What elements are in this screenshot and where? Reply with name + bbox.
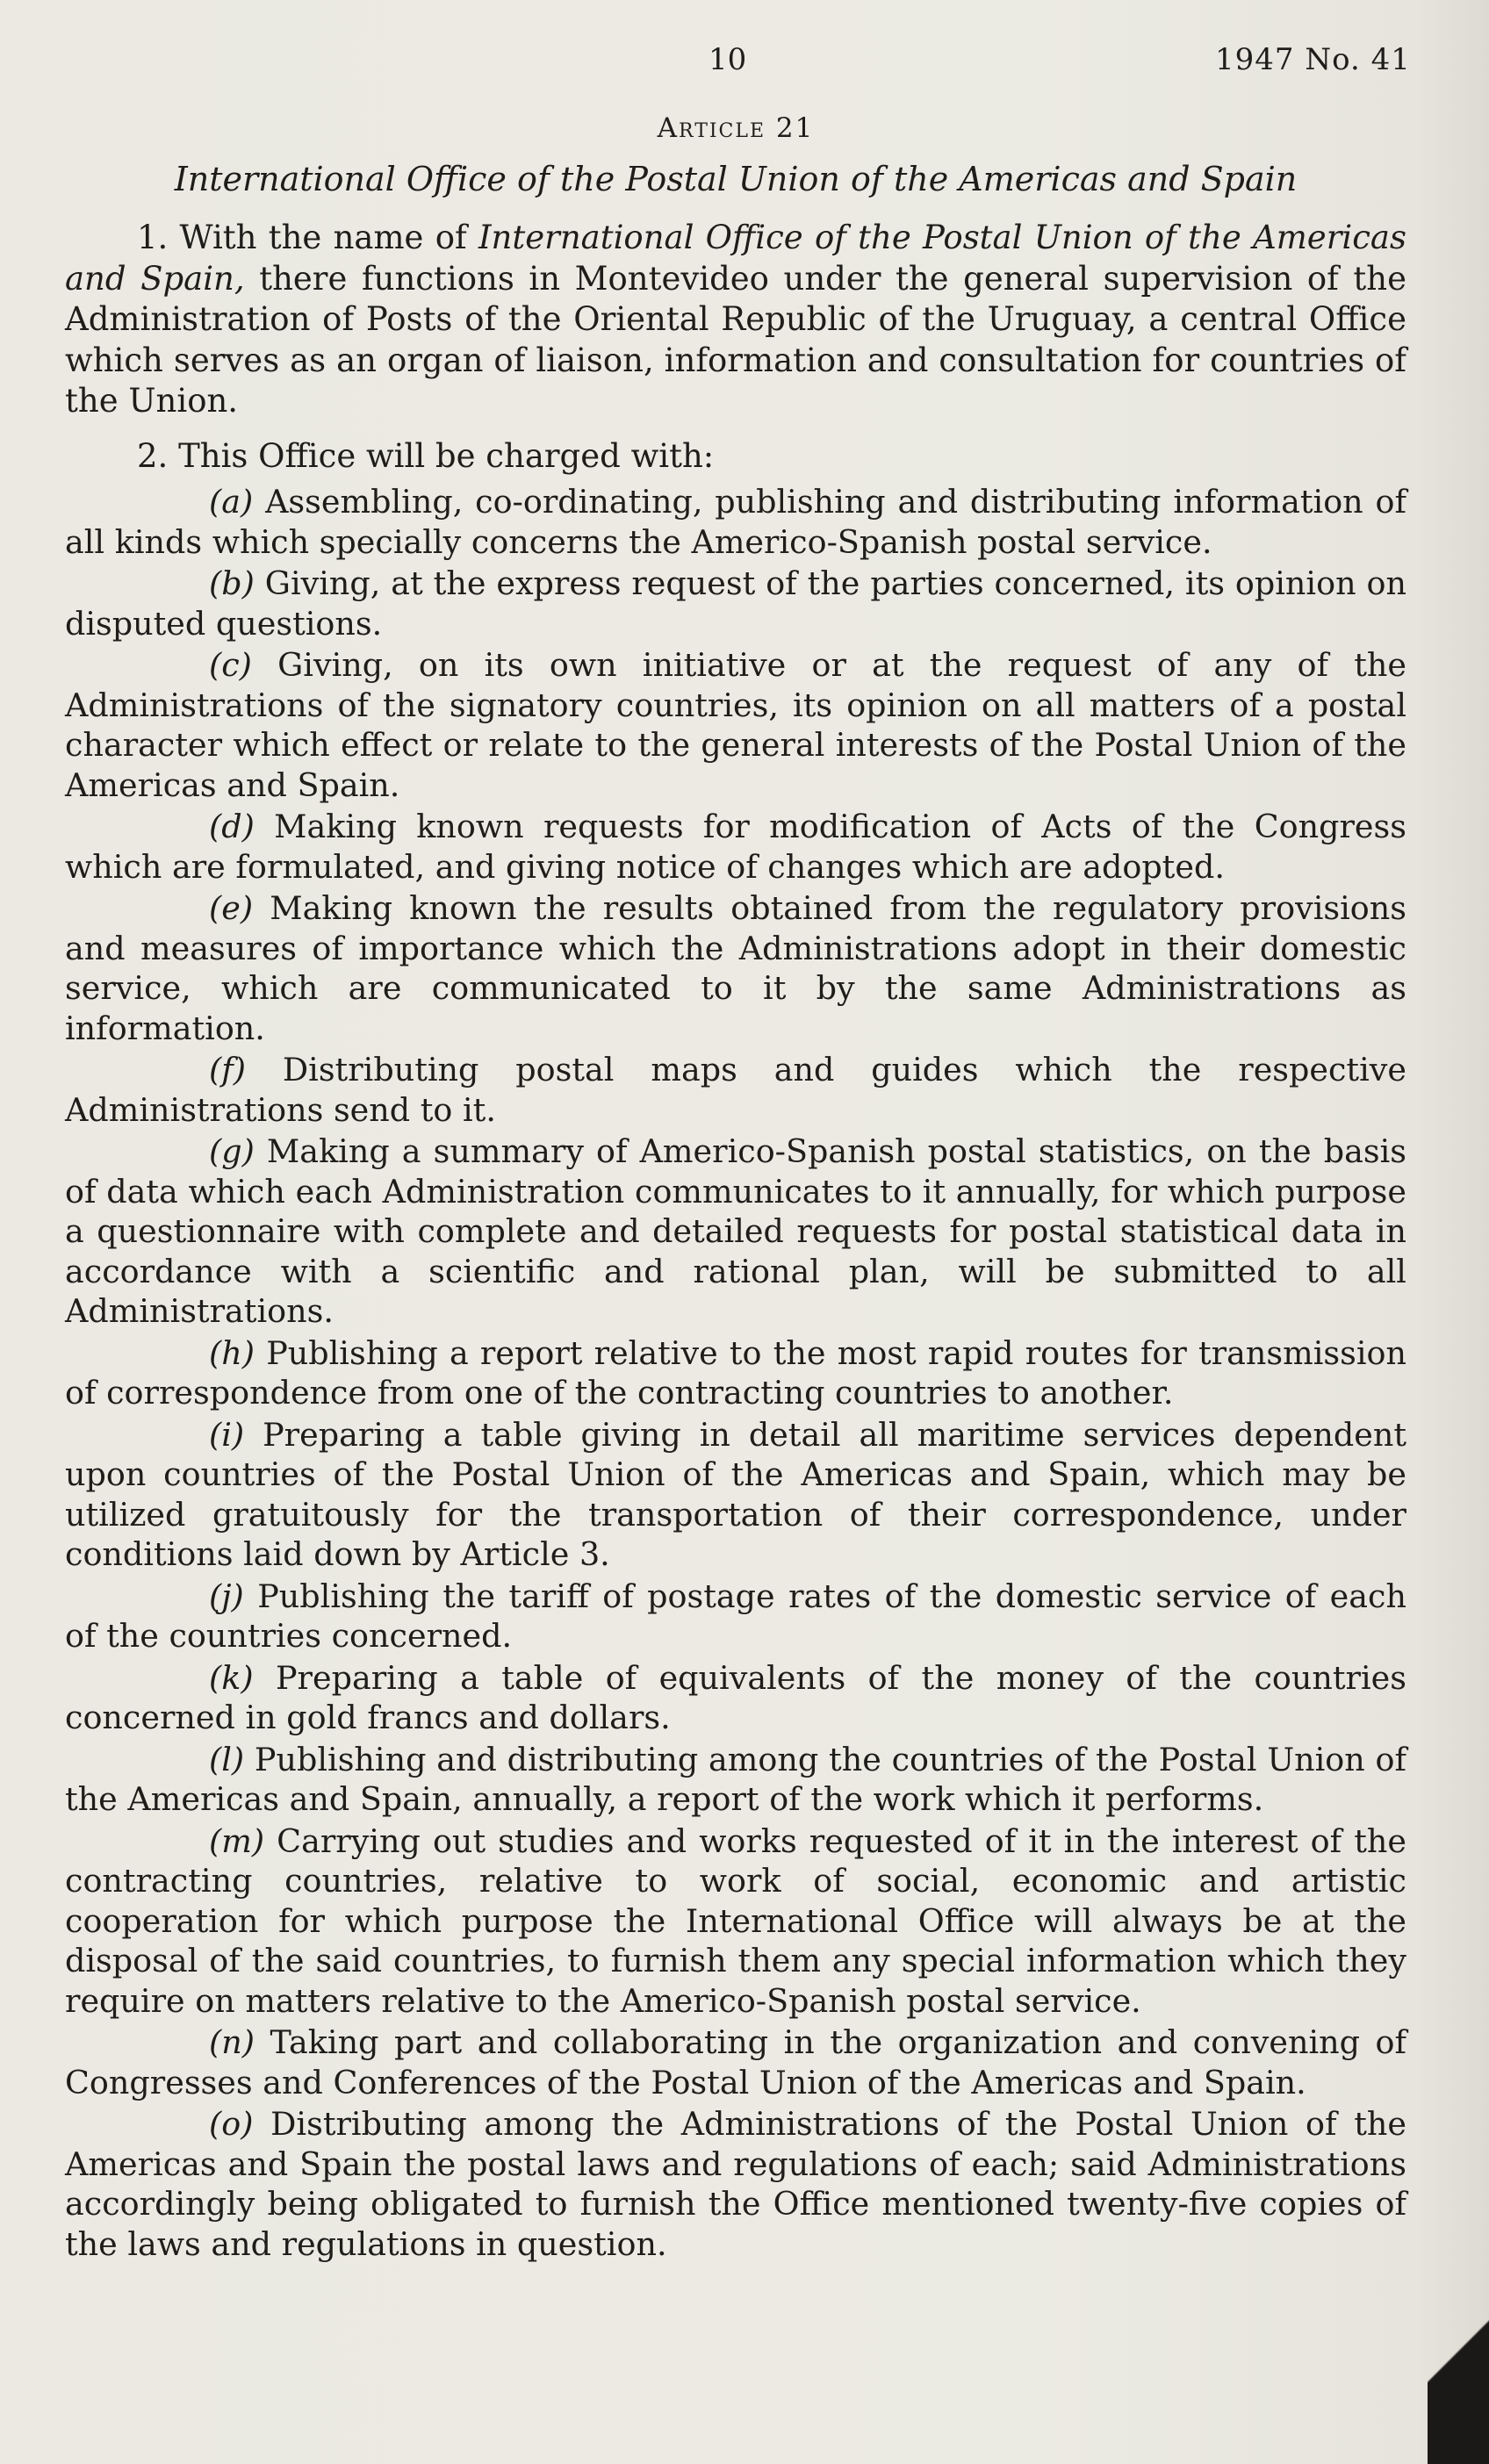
item-letter: (m) bbox=[209, 1821, 265, 1860]
office-name: International Office of the Postal Union of the Americas and Spain, bbox=[65, 219, 1406, 298]
list-item bbox=[65, 1658, 1406, 1738]
item-letter: (h) bbox=[209, 1333, 255, 1372]
paragraph-2: 2. This Office will be charged with: bbox=[137, 436, 715, 475]
item-letter: (g) bbox=[209, 1132, 255, 1170]
article-body bbox=[65, 112, 1406, 2266]
item-text: Taking part and collaborating in the organization and convening of Congresses and Conferences of the Postal Union of the Americas and Spain. bbox=[65, 2023, 1406, 2101]
item-text: Publishing and distributing among the countries of the Postal Union of the Americas and Spain, annually, a report of the work which it performs. bbox=[65, 1740, 1406, 1818]
item-letter: (b) bbox=[209, 564, 255, 602]
list-item bbox=[65, 645, 1406, 805]
item-text: Making known the results obtained from the regulatory provisions and measures of importance which the Administrations adopt in their domestic service, which are communicated to it by the same Administrations as information. bbox=[65, 889, 1406, 1047]
item-letter: (o) bbox=[209, 2105, 254, 2143]
list-item bbox=[65, 2104, 1406, 2264]
item-letter: (i) bbox=[209, 1415, 245, 1454]
list-item bbox=[65, 1415, 1406, 1575]
item-text: Making known requests for modification of Acts of the Congress which are formulated, and giving notice of changes which are adopted. bbox=[65, 808, 1406, 886]
list-item bbox=[65, 1333, 1406, 1413]
list-item bbox=[65, 888, 1406, 1048]
duties-list bbox=[65, 482, 1406, 2264]
item-letter: (e) bbox=[209, 889, 254, 927]
list-item bbox=[65, 1131, 1406, 1332]
list-item bbox=[65, 482, 1406, 562]
item-text: Giving, on its own initiative or at the request of any of the Administrations of the signatory countries, its opinion on all matters of a postal character which effect or relate to the general interests of the Postal Union of the Americas and Spain. bbox=[65, 646, 1406, 804]
page-header bbox=[0, 42, 1489, 86]
item-text: Distributing among the Administrations of the Postal Union of the Americas and Spain the postal laws and regulations of each; said Administrations accordingly being obligated to furnish the Office mentioned twenty-five copies of the laws and regulations in question. bbox=[65, 2105, 1406, 2263]
list-item bbox=[65, 807, 1406, 887]
document-id: 1947 No. 41 bbox=[1215, 42, 1411, 77]
item-letter: (l) bbox=[209, 1740, 245, 1778]
item-letter: (c) bbox=[209, 646, 252, 684]
item-letter: (k) bbox=[209, 1658, 254, 1697]
item-letter: (d) bbox=[209, 808, 255, 845]
item-text: Preparing a table giving in detail all maritime services dependent upon countries of the Postal Union of the Americas and Spain, which may be utilized gratuitously for the transportation of their correspondence, under conditions laid down by Article 3. bbox=[65, 1415, 1406, 1573]
list-item bbox=[65, 2022, 1406, 2102]
item-text: Publishing a report relative to the most rapid routes for transmission of correspondence from one of the contracting countries to another. bbox=[65, 1333, 1406, 1412]
list-item bbox=[65, 1821, 1406, 2022]
paragraph-1-text: there functions in Montevideo under the general supervision of the Administration of Posts of the Oriental Republic of the Uruguay, a central Office which serves as an organ of liaison, information and consultation for countries of the Union. bbox=[65, 259, 1406, 420]
item-letter: (f) bbox=[209, 1051, 246, 1088]
article-heading: Article 21 bbox=[657, 112, 815, 144]
item-letter: (n) bbox=[209, 2023, 255, 2061]
page-curl-shadow bbox=[1428, 2236, 1489, 2464]
paragraph-1 bbox=[65, 218, 1406, 422]
item-text: Distributing postal maps and guides which the respective Administrations send to it. bbox=[65, 1051, 1406, 1129]
item-text: Making a summary of Americo-Spanish postal statistics, on the basis of data which each Administration communicates to it annually, for which purpose a questionnaire with complete and detailed requests for postal statistical data in accordance with a scientific and rational plan, will be submitted to all Administrations. bbox=[65, 1132, 1406, 1330]
item-text: Publishing the tariff of postage rates of the domestic service of each of the countries concerned. bbox=[65, 1577, 1406, 1655]
item-letter: (j) bbox=[209, 1577, 244, 1615]
list-item bbox=[65, 1740, 1406, 1820]
item-letter: (a) bbox=[209, 483, 254, 521]
paragraph-1-lead: 1. With the name of bbox=[137, 219, 478, 256]
item-text: Assembling, co-ordinating, publishing and distributing information of all kinds which specially concerns the Americo-Spanish postal service. bbox=[65, 483, 1406, 561]
list-item bbox=[65, 1050, 1406, 1130]
page-number: 10 bbox=[709, 42, 747, 77]
item-text: Giving, at the express request of the parties concerned, its opinion on disputed questions. bbox=[65, 564, 1406, 643]
item-text: Carrying out studies and works requested of it in the interest of the contracting countries, relative to work of social, economic and artistic cooperation for which purpose the International Office will always be at the disposal of the said countries, to furnish them any special information which they require on matters relative to the Americo-Spanish postal service. bbox=[65, 1821, 1406, 2020]
list-item bbox=[65, 564, 1406, 643]
list-item bbox=[65, 1577, 1406, 1656]
item-text: Preparing a table of equivalents of the money of the countries concerned in gold francs and dollars. bbox=[65, 1658, 1406, 1736]
article-title: International Office of the Postal Union of the Americas and Spain bbox=[174, 160, 1298, 198]
